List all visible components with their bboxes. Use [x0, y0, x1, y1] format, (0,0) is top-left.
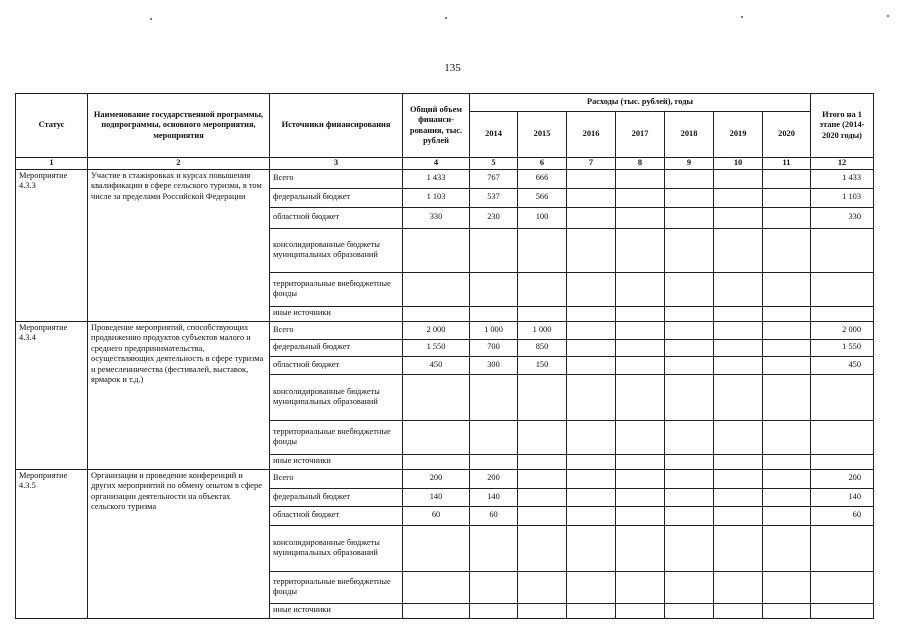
header-year-2017: 2017: [616, 112, 665, 158]
amount-2016: [567, 228, 616, 272]
activity-status: Мероприятие 4.3.4: [16, 321, 88, 469]
header-stage-total: Итого на 1 этапе (2014-2020 годы): [811, 94, 874, 158]
total-amount: [403, 374, 470, 420]
amount-2017: [616, 488, 665, 506]
header-year-2020: 2020: [763, 112, 811, 158]
funding-source: иные источники: [270, 306, 403, 321]
stage-total-amount: 1 433: [811, 169, 874, 188]
amount-2017: [616, 188, 665, 207]
funding-source: Всего: [270, 469, 403, 488]
amount-2015: [518, 454, 567, 469]
amount-2017: [616, 571, 665, 603]
header-program-name: Наименование государственной программы, подпрограммы, основного мероприятия, мероприятия: [88, 94, 270, 158]
amount-2015: 666: [518, 169, 567, 188]
amount-2017: [616, 603, 665, 618]
amount-2017: [616, 356, 665, 374]
amount-2018: [665, 469, 714, 488]
amount-2014: 537: [470, 188, 518, 207]
amount-2020: [763, 272, 811, 306]
amount-2016: [567, 356, 616, 374]
amount-2019: [714, 306, 763, 321]
amount-2015: [518, 525, 567, 571]
header-status: Статус: [16, 94, 88, 158]
amount-2015: [518, 488, 567, 506]
stage-total-amount: [811, 603, 874, 618]
amount-2018: [665, 356, 714, 374]
amount-2017: [616, 321, 665, 339]
amount-2017: [616, 469, 665, 488]
stage-total-amount: 450: [811, 356, 874, 374]
funding-source: областной бюджет: [270, 506, 403, 525]
header-row-1: [16, 94, 874, 112]
amount-2019: [714, 272, 763, 306]
column-number: 4: [403, 158, 470, 170]
funding-source: областной бюджет: [270, 356, 403, 374]
funding-source: территориальные внебюджетные фонды: [270, 571, 403, 603]
funding-source: Всего: [270, 169, 403, 188]
amount-2016: [567, 571, 616, 603]
amount-2014: 300: [470, 356, 518, 374]
amount-2016: [567, 339, 616, 356]
amount-2020: [763, 374, 811, 420]
amount-2019: [714, 454, 763, 469]
amount-2015: [518, 374, 567, 420]
amount-2020: [763, 321, 811, 339]
amount-2016: [567, 469, 616, 488]
total-amount: 450: [403, 356, 470, 374]
amount-2015: [518, 228, 567, 272]
amount-2020: [763, 188, 811, 207]
amount-2017: [616, 525, 665, 571]
amount-2016: [567, 488, 616, 506]
amount-2015: 1 000: [518, 321, 567, 339]
amount-2017: [616, 169, 665, 188]
scan-speck: [887, 15, 889, 17]
funding-source: федеральный бюджет: [270, 488, 403, 506]
total-amount: 1 550: [403, 339, 470, 356]
amount-2015: 566: [518, 188, 567, 207]
amount-2014: [470, 420, 518, 454]
stage-total-amount: 330: [811, 207, 874, 228]
funding-source: консолидированные бюджеты муниципальных образований: [270, 228, 403, 272]
amount-2020: [763, 603, 811, 618]
amount-2020: [763, 488, 811, 506]
total-amount: [403, 306, 470, 321]
amount-2019: [714, 506, 763, 525]
amount-2019: [714, 488, 763, 506]
column-number: 9: [665, 158, 714, 170]
amount-2020: [763, 169, 811, 188]
amount-2019: [714, 188, 763, 207]
amount-2018: [665, 272, 714, 306]
amount-2019: [714, 228, 763, 272]
total-amount: 140: [403, 488, 470, 506]
header-year-2015: 2015: [518, 112, 567, 158]
amount-2018: [665, 207, 714, 228]
funding-source: территориальные внебюджетные фонды: [270, 420, 403, 454]
amount-2014: 1 000: [470, 321, 518, 339]
amount-2017: [616, 420, 665, 454]
scan-speck: [741, 16, 743, 18]
amount-2018: [665, 188, 714, 207]
amount-2019: [714, 207, 763, 228]
header-year-2014: 2014: [470, 112, 518, 158]
amount-2015: 850: [518, 339, 567, 356]
total-amount: 330: [403, 207, 470, 228]
amount-2019: [714, 469, 763, 488]
amount-2014: [470, 228, 518, 272]
amount-2017: [616, 506, 665, 525]
column-number: 10: [714, 158, 763, 170]
amount-2018: [665, 374, 714, 420]
amount-2016: [567, 169, 616, 188]
amount-2019: [714, 169, 763, 188]
amount-2015: [518, 571, 567, 603]
stage-total-amount: 60: [811, 506, 874, 525]
column-number: 2: [88, 158, 270, 170]
amount-2019: [714, 374, 763, 420]
amount-2016: [567, 603, 616, 618]
amount-2015: [518, 272, 567, 306]
scan-speck: [150, 18, 152, 20]
amount-2014: 767: [470, 169, 518, 188]
amount-2017: [616, 454, 665, 469]
amount-2020: [763, 207, 811, 228]
amount-2015: [518, 420, 567, 454]
total-amount: [403, 603, 470, 618]
amount-2018: [665, 571, 714, 603]
total-amount: [403, 420, 470, 454]
amount-2016: [567, 506, 616, 525]
amount-2017: [616, 339, 665, 356]
stage-total-amount: 2 000: [811, 321, 874, 339]
header-year-2019: 2019: [714, 112, 763, 158]
activity-name: Участие в стажировках и курсах повышения квалификации в сфере сельского туризма, в том числе за пределами Российской Федерации: [88, 169, 270, 321]
column-number: 8: [616, 158, 665, 170]
amount-2018: [665, 169, 714, 188]
funding-source: Всего: [270, 321, 403, 339]
table-row: [16, 169, 874, 188]
amount-2018: [665, 420, 714, 454]
total-amount: 2 000: [403, 321, 470, 339]
column-number: 6: [518, 158, 567, 170]
column-number: 11: [763, 158, 811, 170]
funding-source: федеральный бюджет: [270, 339, 403, 356]
amount-2018: [665, 306, 714, 321]
table-body: [16, 169, 874, 618]
stage-total-amount: [811, 420, 874, 454]
amount-2019: [714, 420, 763, 454]
table-row: [16, 321, 874, 339]
amount-2016: [567, 420, 616, 454]
stage-total-amount: [811, 228, 874, 272]
funding-source: территориальные внебюджетные фонды: [270, 272, 403, 306]
stage-total-amount: [811, 525, 874, 571]
amount-2019: [714, 603, 763, 618]
stage-total-amount: 1 103: [811, 188, 874, 207]
amount-2014: [470, 603, 518, 618]
amount-2014: [470, 525, 518, 571]
amount-2014: 60: [470, 506, 518, 525]
header-year-2016: 2016: [567, 112, 616, 158]
amount-2016: [567, 321, 616, 339]
amount-2018: [665, 603, 714, 618]
activity-name: Организация и проведение конференций и других мероприятий по обмену опытом в сфере организации деятельности на объектах сельского туризма: [88, 469, 270, 618]
amount-2019: [714, 525, 763, 571]
amount-2015: [518, 306, 567, 321]
amount-2019: [714, 339, 763, 356]
amount-2018: [665, 321, 714, 339]
total-amount: 1 103: [403, 188, 470, 207]
funding-source: консолидированные бюджеты муниципальных образований: [270, 374, 403, 420]
total-amount: 60: [403, 506, 470, 525]
amount-2020: [763, 506, 811, 525]
funding-source: иные источники: [270, 603, 403, 618]
total-amount: 1 433: [403, 169, 470, 188]
column-number: 3: [270, 158, 403, 170]
amount-2019: [714, 356, 763, 374]
activity-status: Мероприятие 4.3.3: [16, 169, 88, 321]
amount-2019: [714, 321, 763, 339]
amount-2018: [665, 454, 714, 469]
amount-2020: [763, 420, 811, 454]
amount-2014: 140: [470, 488, 518, 506]
column-numbers-row: [16, 158, 874, 170]
amount-2020: [763, 454, 811, 469]
amount-2014: 200: [470, 469, 518, 488]
amount-2015: [518, 506, 567, 525]
amount-2020: [763, 571, 811, 603]
stage-total-amount: 200: [811, 469, 874, 488]
amount-2019: [714, 571, 763, 603]
amount-2016: [567, 454, 616, 469]
total-amount: [403, 571, 470, 603]
column-number: 7: [567, 158, 616, 170]
total-amount: [403, 228, 470, 272]
amount-2014: [470, 272, 518, 306]
amount-2014: 700: [470, 339, 518, 356]
total-amount: [403, 272, 470, 306]
activity-name: Проведение мероприятий, способствующих продвижению продуктов субъектов малого и среднего предпринимательства, осуществляющих деятельность в сфере туризма и ремесленничества (фестивалей, выставок, ярмарок и т.д.): [88, 321, 270, 469]
funding-source: областной бюджет: [270, 207, 403, 228]
amount-2015: [518, 603, 567, 618]
amount-2014: [470, 454, 518, 469]
amount-2017: [616, 207, 665, 228]
page-number: 135: [444, 62, 461, 74]
amount-2014: [470, 571, 518, 603]
stage-total-amount: [811, 571, 874, 603]
header-sources: Источники финансирования: [270, 94, 403, 158]
header-year-2018: 2018: [665, 112, 714, 158]
funding-source: федеральный бюджет: [270, 188, 403, 207]
amount-2014: [470, 374, 518, 420]
amount-2016: [567, 188, 616, 207]
amount-2020: [763, 339, 811, 356]
amount-2015: 100: [518, 207, 567, 228]
amount-2018: [665, 339, 714, 356]
amount-2015: [518, 469, 567, 488]
amount-2020: [763, 525, 811, 571]
amount-2020: [763, 306, 811, 321]
amount-2020: [763, 228, 811, 272]
amount-2015: 150: [518, 356, 567, 374]
amount-2020: [763, 356, 811, 374]
amount-2020: [763, 469, 811, 488]
amount-2014: [470, 306, 518, 321]
stage-total-amount: [811, 306, 874, 321]
funding-source: иные источники: [270, 454, 403, 469]
amount-2017: [616, 228, 665, 272]
amount-2016: [567, 374, 616, 420]
amount-2016: [567, 207, 616, 228]
amount-2018: [665, 506, 714, 525]
stage-total-amount: [811, 374, 874, 420]
table-row: [16, 469, 874, 488]
financing-table: [15, 93, 874, 619]
column-number: 5: [470, 158, 518, 170]
amount-2018: [665, 488, 714, 506]
stage-total-amount: [811, 454, 874, 469]
header-expenses: Расходы (тыс. рублей), годы: [470, 94, 811, 112]
stage-total-amount: [811, 272, 874, 306]
column-number: 12: [811, 158, 874, 170]
total-amount: 200: [403, 469, 470, 488]
activity-status: Мероприятие 4.3.5: [16, 469, 88, 618]
amount-2017: [616, 374, 665, 420]
amount-2018: [665, 525, 714, 571]
amount-2017: [616, 306, 665, 321]
total-amount: [403, 525, 470, 571]
amount-2017: [616, 272, 665, 306]
header-total: Общий объем финанси-рования, тыс. рублей: [403, 94, 470, 158]
funding-source: консолидированные бюджеты муниципальных образований: [270, 525, 403, 571]
amount-2014: 230: [470, 207, 518, 228]
amount-2016: [567, 306, 616, 321]
scan-speck: [445, 17, 447, 19]
amount-2016: [567, 525, 616, 571]
amount-2018: [665, 228, 714, 272]
stage-total-amount: 140: [811, 488, 874, 506]
column-number: 1: [16, 158, 88, 170]
stage-total-amount: 1 550: [811, 339, 874, 356]
amount-2016: [567, 272, 616, 306]
total-amount: [403, 454, 470, 469]
